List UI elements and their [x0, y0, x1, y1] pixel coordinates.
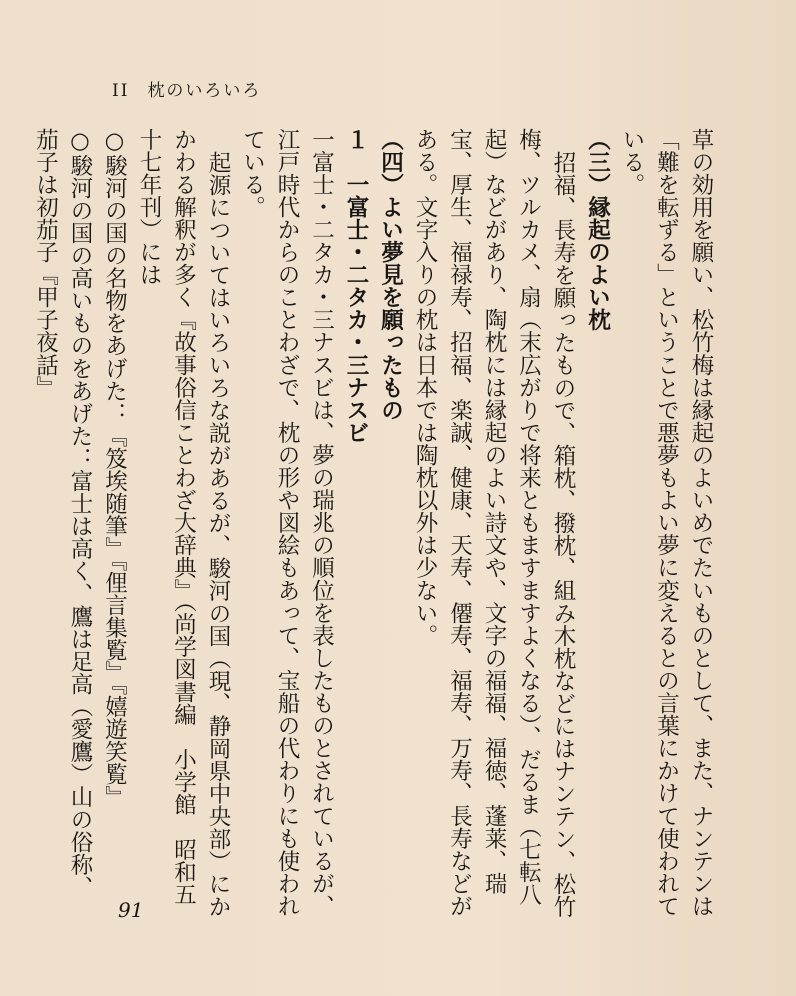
paragraph-1: 草の効用を願い、松竹梅は縁起のよいめでたいものとして、また、ナンテンは「難を転ずる」ということで悪夢もよい夢に変えるとの言葉にかけて使われている。 [619, 128, 714, 918]
page-number: 91 [118, 898, 144, 922]
section-heading-4: （四）よい夢見を願ったもの [377, 128, 404, 422]
vertical-body-text [32, 128, 718, 918]
section-heading-3: （三）縁起のよい枕 [584, 128, 611, 331]
paragraph-4: 起源についてはいろいろな説があるが、駿河の国（現、静岡県中央部）にかかわる解釈が多く『故事俗信ことわざ大辞典』（尚学図書編 小学館 昭和五十七年刊）には [136, 128, 231, 918]
sub-heading-1: １ 一富士・二タカ・三ナスビ [343, 128, 369, 444]
chapter-number: II [112, 81, 130, 101]
list-item-2: ○駿河の国の高いものをあげた：富士は高く、鷹は足高（愛鷹）山の俗称、茄子は初茄子『甲子夜話』 [32, 128, 93, 899]
chapter-title: 枕のいろいろ [147, 81, 262, 101]
paragraph-3: 一富士・二タカ・三ナスビは、夢の瑞兆の順位を表したものとされているが、江戸時代からのことわざで、枕の形や図絵もあって、宝船の代わりにも使われている。 [239, 128, 335, 918]
list-item-1: ○駿河の国の名物をあげた：『笈埃随筆』『俚言集覧』『嬉遊笑覧』 [101, 128, 128, 809]
running-header [112, 76, 261, 101]
paragraph-2: 招福、長寿を願ったもので、箱枕、撥枕、組み木枕などにはナンテン、松竹梅、ツルカメ、扇（末広がりで将来ともますますよくなる）、だるま（七転八起）などがあり、陶枕には縁起のよい詩文や、文字の福福、福徳、蓬莱、瑞宝、厚生、福禄寿、招福、楽誠、健康、天寿、僊寿、福寿、万寿、長寿などがある。文字入りの枕は日本では陶枕以外は少ない。 [412, 128, 576, 918]
